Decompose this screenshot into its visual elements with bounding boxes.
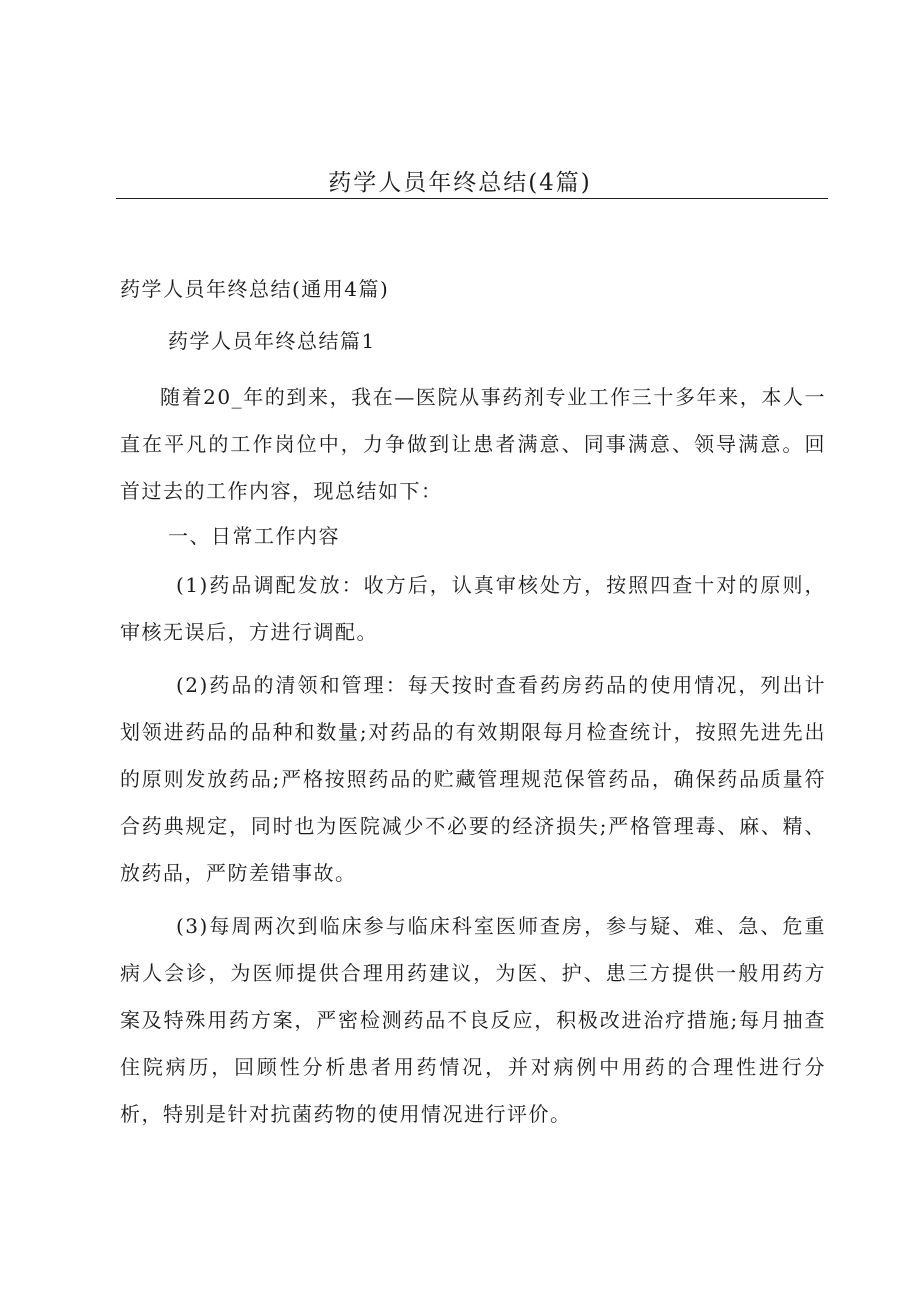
intro-paragraph: 随着20_年的到来，我在—医院从事药剂专业工作三十多年来，本人一直在平凡的工作岗位中，力争做到让患者满意、同事满意、领导满意。回首过去的工作内容，现总结如下：: [120, 385, 826, 503]
chapter-heading: 药学人员年终总结篇1: [168, 329, 376, 353]
list-item: (3)每周两次到临床参与临床科室医师查房，参与疑、难、急、危重病人会诊，为医师提供合理用药建议，为医、护、患三方提供一般用药方案及特殊用药方案，严密检测药品不良反应，积极改进治疗措施;每月抽查住院病历，回顾性分析患者用药情况，并对病例中用药的合理性进行分析，特别是针对抗菌药物的使用情况进行评价。: [120, 914, 826, 1126]
title-underline: [116, 198, 828, 199]
document-subtitle: 药学人员年终总结(通用4篇): [120, 277, 390, 301]
document-body: [120, 270, 826, 1138]
list-item: (2)药品的清领和管理：每天按时查看药房药品的使用情况，列出计划领进药品的品种和数量;对药品的有效期限每月检查统计，按照先进先出的原则发放药品;严格按照药品的贮藏管理规范保管药品，确保药品质量符合药典规定，同时也为医院减少不必要的经济损失;严格管理毒、麻、精、放药品，严防差错事故。: [120, 673, 826, 885]
section-heading: 一、日常工作内容: [168, 524, 340, 548]
list-item: (1)药品调配发放：收方后，认真审核处方，按照四查十对的原则，审核无误后，方进行调配。: [120, 573, 826, 644]
document-title: 药学人员年终总结(4篇): [328, 170, 592, 196]
